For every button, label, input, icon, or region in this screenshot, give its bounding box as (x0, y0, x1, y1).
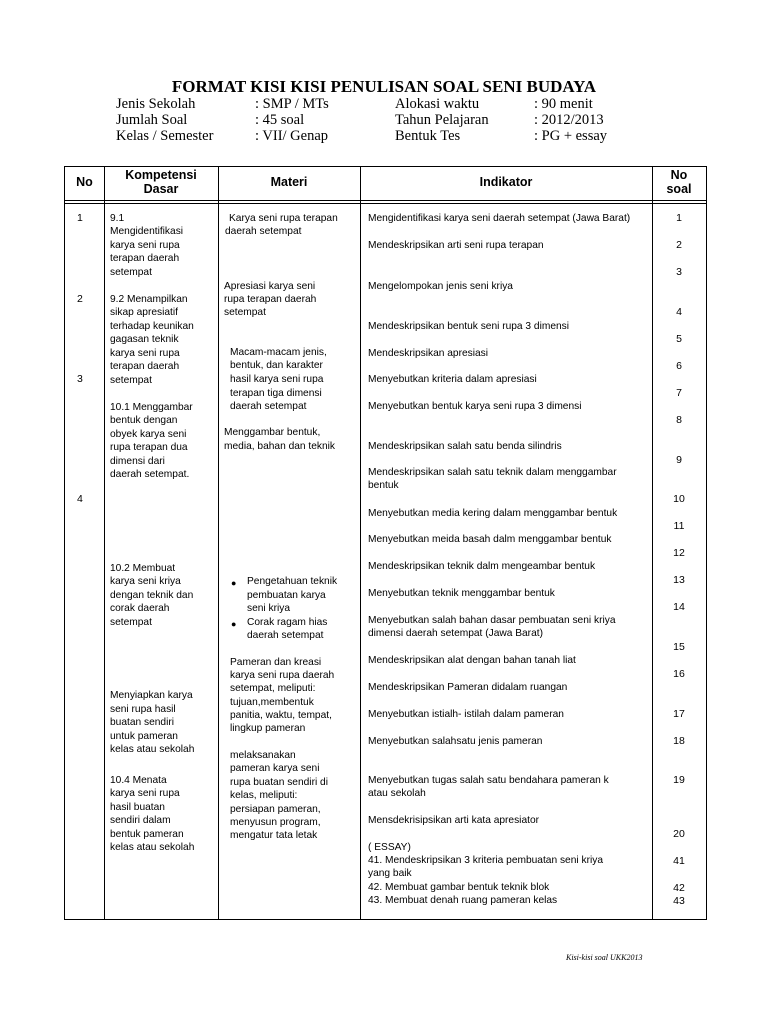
kd-text-line: gagasan teknik (110, 334, 179, 345)
kd-text-line: Menyiapkan karya (110, 690, 193, 701)
col-divider-no (104, 166, 105, 920)
materi-text-line: Karya seni rupa terapan (229, 213, 338, 224)
kd-text-line: kelas atau sekolah (110, 842, 195, 853)
kd-text-line: 9.2 Menampilkan (110, 294, 188, 305)
meta-label-alokasi: Alokasi waktu (395, 96, 480, 112)
indikator-text-line: dimensi daerah setempat (Jawa Barat) (368, 628, 543, 639)
materi-text-line: hasil karya seni rupa (230, 374, 324, 385)
kd-text-line: bentuk pameran (110, 829, 184, 840)
kd-text-line: terapan daerah (110, 253, 180, 264)
kd-text-line: 10.2 Membuat (110, 563, 176, 574)
soal-number: 9 (676, 454, 682, 466)
materi-text-line: kelas, meliputi: (230, 790, 298, 801)
kd-text-line: obyek karya seni (110, 429, 187, 440)
header-kd-line1: Kompetensi (125, 168, 197, 182)
kd-text-line: terapan daerah (110, 361, 180, 372)
materi-text-line: panitia, waktu, tempat, (230, 710, 332, 721)
indikator-text-line: bentuk (368, 480, 399, 491)
materi-text-line: media, bahan dan teknik (224, 441, 336, 452)
col-divider-kd (218, 166, 219, 920)
kd-text-line: corak daerah (110, 603, 170, 614)
soal-number: 20 (673, 828, 685, 840)
kd-text-line: hasil buatan (110, 802, 165, 813)
soal-number: 8 (676, 414, 682, 426)
table-top-border (64, 166, 707, 167)
materi-text-line: terapan tiga dimensi (230, 388, 322, 399)
meta-label-bentuk-tes: Bentuk Tes (395, 128, 461, 144)
materi-text-line: daerah setempat (230, 401, 307, 412)
table-left-border (64, 166, 65, 920)
indikator-text-line: Menyebutkan teknik menggambar bentuk (368, 588, 555, 599)
materi-text-line: rupa terapan daerah (224, 294, 317, 305)
materi-text-line: lingkup pameran (230, 723, 306, 734)
table-right-border (706, 166, 707, 920)
col-divider-materi (360, 166, 361, 920)
soal-number: 18 (673, 735, 685, 747)
soal-number: 7 (676, 387, 682, 399)
bullet-icon: ● (231, 619, 237, 629)
kd-text-line: dengan teknik dan (110, 590, 194, 601)
indikator-text-line: Menyebutkan istialh- istilah dalam pameran (368, 709, 564, 720)
table-header-border (64, 200, 707, 201)
materi-text-line: rupa buatan sendiri di (230, 777, 328, 788)
indikator-text-line: Mendeskripsikan apresiasi (368, 348, 489, 359)
materi-text-line: pembuatan karya (247, 590, 326, 601)
materi-text-line: Macam-macam jenis, (230, 347, 327, 358)
soal-number: 2 (676, 239, 682, 251)
kd-text-line: karya seni rupa (110, 788, 180, 799)
soal-number: 42 (673, 882, 685, 894)
kd-text-line: karya seni rupa (110, 240, 180, 251)
meta-value-tahun: : 2012/2013 (534, 112, 604, 128)
kd-text-line: dimensi dari (110, 456, 165, 467)
indikator-text-line: Menyebutkan kriteria dalam apresiasi (368, 374, 537, 385)
indikator-text-line: Menyebutkan salah bahan dasar pembuatan seni kriya (368, 615, 616, 626)
meta-value-alokasi: : 90 menit (534, 96, 593, 112)
kd-text-line: buatan sendiri (110, 717, 175, 728)
meta-value-kelas: : VII/ Genap (255, 128, 329, 144)
bullet-icon: ● (231, 578, 237, 588)
soal-number: 14 (673, 601, 685, 613)
materi-text-line: menyusun program, (230, 817, 321, 828)
kd-text-line: seni rupa hasil (110, 704, 176, 715)
soal-number: 15 (673, 641, 685, 653)
soal-number: 11 (673, 520, 685, 532)
indikator-text-line: Mendeskripsikan alat dengan bahan tanah liat (368, 655, 576, 666)
indikator-text-line: Menyebutkan media kering dalam menggambar bentuk (368, 508, 618, 519)
kd-text-line: terhadap keunikan (110, 321, 194, 332)
indikator-text-line: Mendeskripsikan arti seni rupa terapan (368, 240, 544, 251)
row-number: 3 (77, 373, 83, 385)
materi-text-line: seni kriya (247, 603, 291, 614)
soal-number: 12 (673, 547, 685, 559)
header-materi: Materi (270, 175, 308, 189)
kd-text-line: 9.1 (110, 213, 125, 224)
indikator-text-line: Mendeskripsikan salah satu benda silindris (368, 441, 562, 452)
soal-number: 16 (673, 668, 685, 680)
indikator-text-line: 41. Mendeskripsikan 3 kriteria pembuatan seni kriya (368, 855, 603, 866)
materi-text-line: Pameran dan kreasi (230, 657, 322, 668)
row-number: 1 (77, 212, 83, 224)
meta-value-bentuk-tes: : PG + essay (534, 128, 608, 144)
indikator-text-line: Mensdekrisipsikan arti kata apresiator (368, 815, 539, 826)
header-nosoal-line2: soal (666, 182, 692, 196)
materi-text-line: karya seni rupa daerah (230, 670, 335, 681)
indikator-text-line: Mengidentifikasi karya seni daerah setempat (Jawa Barat) (368, 213, 631, 224)
materi-text-line: Apresiasi karya seni (224, 281, 316, 292)
page-title: FORMAT KISI KISI PENULISAN SOAL SENI BUDAYA (171, 77, 597, 96)
materi-text-line: Pengetahuan teknik (247, 576, 338, 587)
kd-text-line: setempat (110, 617, 152, 628)
materi-text-line: Menggambar bentuk, (224, 427, 321, 438)
soal-number: 4 (676, 306, 682, 318)
soal-number: 13 (673, 574, 685, 586)
indikator-text-line: Mendeskripsikan salah satu teknik dalam menggambar (368, 467, 617, 478)
kd-text-line: rupa terapan dua (110, 442, 188, 453)
soal-number: 5 (676, 333, 682, 345)
soal-number: 10 (673, 493, 685, 505)
kd-text-line: bentuk dengan (110, 415, 178, 426)
indikator-text-line: ( ESSAY) (368, 842, 411, 853)
header-indikator: Indikator (479, 175, 533, 189)
materi-text-line: tujuan,membentuk (230, 697, 314, 708)
table-bottom-border (64, 919, 707, 920)
row-number: 2 (77, 293, 83, 305)
materi-text-line: setempat (224, 307, 266, 318)
meta-label-jumlah-soal: Jumlah Soal (116, 112, 188, 128)
materi-text-line: setempat, meliputi: (230, 683, 316, 694)
materi-text-line: Corak ragam hias (247, 617, 328, 628)
materi-text-line: daerah setempat (225, 226, 302, 237)
kd-text-line: 10.1 Menggambar (110, 402, 193, 413)
header-kd-line2: Dasar (143, 182, 179, 196)
materi-text-line: mengatur tata letak (230, 830, 318, 841)
indikator-text-line: Mendeskripsikan bentuk seni rupa 3 dimensi (368, 321, 570, 332)
kd-text-line: daerah setempat. (110, 469, 190, 480)
kd-text-line: Mengidentifikasi (110, 226, 184, 237)
row-number: 4 (77, 493, 83, 505)
indikator-text-line: Menyebutkan meida basah dalm menggambar bentuk (368, 534, 612, 545)
kd-text-line: kelas atau sekolah (110, 744, 195, 755)
kd-text-line: sikap apresiatif (110, 307, 178, 318)
indikator-text-line: yang baik (368, 868, 412, 879)
indikator-text-line: atau sekolah (368, 788, 426, 799)
kd-text-line: karya seni rupa (110, 348, 180, 359)
kd-text-line: setempat (110, 375, 152, 386)
soal-number: 43 (673, 895, 685, 907)
meta-label-tahun: Tahun Pelajaran (395, 112, 489, 128)
soal-number: 1 (676, 212, 682, 224)
materi-text-line: persiapan pameran, (230, 804, 321, 815)
kd-text-line: untuk pameran (110, 731, 178, 742)
kd-text-line: sendiri dalam (110, 815, 171, 826)
indikator-text-line: Menyebutkan bentuk karya seni rupa 3 dimensi (368, 401, 582, 412)
indikator-text-line: Menyebutkan tugas salah satu bendahara pameran k (368, 775, 609, 786)
soal-number: 41 (673, 855, 685, 867)
materi-text-line: bentuk, dan karakter (230, 360, 323, 371)
kd-text-line: setempat (110, 267, 152, 278)
indikator-text-line: Mendeskripsikan teknik dalm mengeambar bentuk (368, 561, 596, 572)
materi-text-line: pameran karya seni (230, 763, 320, 774)
meta-label-kelas: Kelas / Semester (116, 128, 214, 144)
indikator-text-line: Mendeskripsikan Pameran didalam ruangan (368, 682, 568, 693)
materi-text-line: daerah setempat (247, 630, 324, 641)
meta-label-jenis-sekolah: Jenis Sekolah (116, 96, 196, 112)
soal-number: 19 (673, 774, 685, 786)
materi-text-line: melaksanakan (230, 750, 296, 761)
kd-text-line: karya seni kriya (110, 576, 181, 587)
kd-text-line: 10.4 Menata (110, 775, 167, 786)
soal-number: 6 (676, 360, 682, 372)
soal-number: 3 (676, 266, 682, 278)
col-divider-indikator (652, 166, 653, 920)
indikator-text-line: Mengelompokan jenis seni kriya (368, 281, 513, 292)
header-no: No (76, 175, 93, 189)
page-footer: Kisi-kisi soal UKK2013 (566, 953, 643, 962)
header-nosoal-line1: No (670, 168, 688, 182)
meta-value-jenis-sekolah: : SMP / MTs (255, 96, 329, 112)
table-header-border-double (64, 203, 707, 204)
indikator-text-line: 43. Membuat denah ruang pameran kelas (368, 895, 558, 906)
indikator-text-line: 42. Membuat gambar bentuk teknik blok (368, 882, 550, 893)
soal-number: 17 (673, 708, 685, 720)
meta-value-jumlah-soal: : 45 soal (255, 112, 305, 128)
indikator-text-line: Menyebutkan salahsatu jenis pameran (368, 736, 543, 747)
